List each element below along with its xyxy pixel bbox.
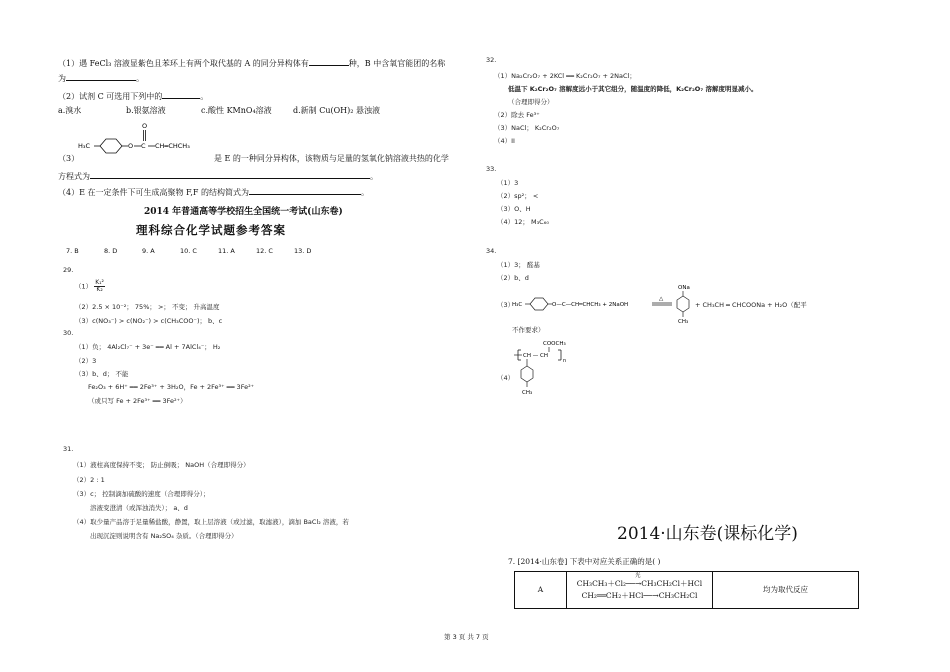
q29-l2: （2）2.5 × 10⁻²； 75%； >； 不变； 升高温度: [75, 303, 220, 311]
q1-line1: [58, 57, 445, 68]
q3-structure: [78, 120, 218, 158]
q7-reaction-2: CH₂══CH₂＋HCl──→CH₃CH₂Cl: [581, 591, 698, 600]
q33-l2: （2）sp²； <: [497, 192, 539, 200]
choice-13: 13. D: [294, 247, 312, 255]
q32-l5: （3）NaCl； K₂Cr₂O₇: [494, 124, 560, 132]
q29-frac-num: K₁²: [95, 279, 104, 286]
q1-line2-prefix: 为: [58, 74, 66, 83]
q32-l6: （4）II: [494, 137, 515, 145]
page-footer: 第 3 页 共 7 页: [444, 633, 489, 641]
q34-num: 34.: [486, 247, 497, 255]
q2-prompt-text: （2）试剂 C 可选用下列中的: [58, 92, 163, 101]
q29-fraction: [94, 280, 105, 293]
q34-reactant: H₃C: [512, 302, 523, 308]
q34-l3-note: 不作要求）: [512, 326, 545, 334]
q7-prompt: 7. [2014·山东卷] 下表中对应关系正确的是( ): [508, 557, 661, 566]
q31-l1: （1）液柱高度保持不变； 防止倒吸； NaOH（合理即得分）: [73, 461, 250, 469]
choice-10: 10. C: [180, 247, 197, 255]
q34-l4-label: （4）: [497, 374, 515, 382]
q34-polymer: [514, 338, 584, 396]
q2-blank: [162, 90, 200, 99]
q2-prompt: [58, 90, 208, 101]
q3-line2-suffix: 。: [370, 172, 378, 181]
choice-11: 11. A: [218, 247, 235, 255]
q33-l3: （3）O、H: [497, 205, 531, 213]
q7-row-label: A: [515, 572, 567, 609]
q2-option-c: c.酸性 KMnO₄溶液: [201, 106, 272, 115]
q1-text: （1）遇 FeCl₃ 溶液显紫色且苯环上有两个取代基的 A 的同分异构体有: [58, 59, 309, 68]
q30-l5: （或只写 Fe + 2Fe³⁺ ══ 3Fe²⁺）: [88, 397, 187, 405]
q4-blank: [249, 186, 361, 195]
answer-title: 理科综合化学试题参考答案: [136, 223, 286, 237]
q7-conclusion: 均为取代反应: [713, 572, 859, 609]
q4-line: [58, 186, 369, 197]
q33-num: 33.: [486, 165, 497, 173]
q31-l3: （3）c； 控制滴加硫酸的速度（合理即得分）；: [73, 490, 210, 498]
q3-label: （3）: [58, 154, 80, 163]
q34-l3-tail: + CH₃CH ═ CHCOONa + H₂O（配平: [695, 301, 807, 309]
q31-l6: 出现沉淀则说明含有 Na₂SO₄ 杂质。（合理即得分）: [90, 532, 238, 540]
q2-options: [58, 106, 413, 115]
table-row: [515, 572, 859, 609]
q1-suffix: 种，B 中含氧官能团的名称: [348, 59, 446, 68]
q31-l5: （4）取少量产品溶于足量稀盐酸，静置，取上层溶液（或过滤，取滤液），滴加 BaCl₂ 溶液，若: [73, 518, 349, 526]
q1-blank-count: [309, 57, 349, 66]
q3-struct-c: C: [141, 142, 146, 150]
q1-line2-suffix: 。: [136, 74, 144, 83]
q34-poly-group: COOCH₃: [543, 341, 566, 347]
q30-l3: （3）b、d； 不能: [75, 370, 129, 378]
q32-l4: （2）除去 Fe³⁺: [494, 111, 540, 119]
q34-poly-n: n: [563, 358, 567, 364]
q34-l1: （1）3； 醛基: [497, 261, 540, 269]
exam-title: 2014 年普通高等学校招生全国统一考试(山东卷): [144, 207, 343, 217]
q29-l3: （3）c(NO₃⁻) > c(NO₂⁻) > c(CH₃COO⁻)； b、c: [75, 317, 223, 325]
q3-struct-right: CH═CHCH₃: [155, 142, 190, 150]
q32-l1: （1）Na₂Cr₂O₇ + 2KCl ══ K₂Cr₂O₇ + 2NaCl；: [494, 72, 636, 80]
q29-l1-prefix: （1）: [75, 282, 93, 291]
choice-8: 8. D: [104, 247, 118, 255]
q34-condition: △: [659, 296, 664, 302]
q3-struct-left: H₃C: [78, 142, 91, 150]
q4-suffix: 。: [360, 188, 369, 197]
q30-num: 30.: [63, 329, 74, 337]
q4-text: （4）E 在一定条件下可生成高聚物 F,F 的结构简式为: [58, 188, 249, 197]
q1-line2: [58, 72, 144, 83]
section-title: 2014·山东卷(课标化学): [617, 524, 798, 544]
q29-l1: [75, 280, 105, 293]
q3-desc: 是 E 的一种同分异构体，该物质与足量的氢氧化钠溶液共热的化学: [214, 154, 449, 163]
q31-num: 31.: [63, 445, 74, 453]
q3-struct-o: O: [128, 142, 134, 150]
q7-reaction-1-cond: 光: [635, 573, 641, 579]
q30-l1: （1）负； 4Al₂Cl₇⁻ + 3e⁻ ══ Al + 7AlCl₄⁻； H₂: [75, 343, 221, 351]
q34-l3-label: （3）: [497, 301, 515, 309]
q29-frac-den: K₂: [96, 286, 103, 293]
q31-l4: 溶液变澄清（或浑浊消失）； a、d: [90, 504, 188, 512]
q32-l2: 低温下 K₂Cr₂O₇ 溶解度远小于其它组分，随温度的降低，K₂Cr₂O₇ 溶解度明显减小。: [508, 85, 758, 93]
q32-num: 32.: [486, 56, 497, 64]
q33-l1: （1）3: [497, 179, 519, 187]
q34-product-bottom: CH₃: [678, 319, 689, 324]
q34-product-top: ONa: [678, 285, 690, 291]
choice-7: 7. B: [66, 247, 79, 255]
q2-prompt-suffix: 。: [200, 92, 209, 101]
q30-l4: Fe₂O₃ + 6H⁺ ══ 2Fe³⁺ + 3H₂O，Fe + 2Fe³⁺ ══ 3Fe²⁺: [88, 383, 255, 391]
q7-reaction-1: CH₃CH₃＋Cl₂──→CH₃CH₂Cl＋HCl: [576, 579, 703, 588]
q3-struct-carbonyl-o: O: [142, 122, 148, 130]
q2-option-a: a.溴水: [58, 106, 82, 115]
q3-line2-text: 方程式为: [58, 172, 90, 181]
q34-poly-sub: CH₃: [522, 390, 533, 396]
q3-line2: [58, 170, 378, 181]
choice-answers: [66, 248, 332, 255]
q2-option-b: b.银氨溶液: [126, 106, 166, 115]
q3-blank: [90, 170, 370, 179]
q34-poly-chain: CH — CH: [523, 353, 548, 359]
choice-9: 9. A: [142, 247, 155, 255]
q30-l2: （2）3: [75, 357, 97, 365]
q34-reactant-mid: O—C—CH═CHCH₃ + 2NaOH: [552, 302, 629, 308]
q2-option-d: d.新制 Cu(OH)₂ 悬浊液: [293, 106, 381, 115]
choice-12: 12. C: [256, 247, 273, 255]
q1-blank-group: [66, 72, 136, 81]
q33-l4: （4）12； M₃C₆₀: [497, 218, 549, 226]
q31-l2: （2）2 : 1: [73, 476, 105, 484]
q34-l2: （2）b、d: [497, 274, 529, 282]
q7-reaction-1-wrap: [571, 573, 708, 590]
q7-reactions: [567, 572, 713, 609]
q32-l3: （合理即得分）: [508, 98, 554, 106]
q29-num: 29.: [63, 266, 74, 274]
q7-table: [514, 571, 859, 609]
